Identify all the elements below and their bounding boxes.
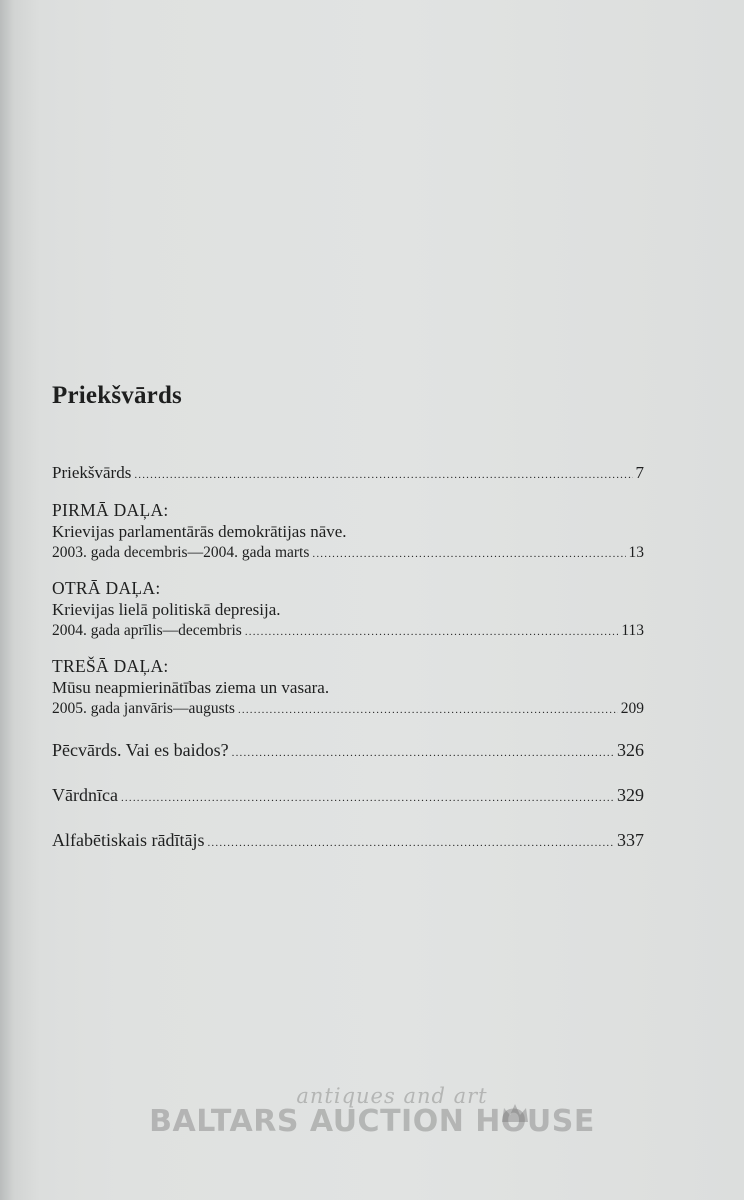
- dot-leader: [134, 464, 632, 486]
- toc-entry-dates: 2005. gada janvāris—augusts: [52, 700, 235, 717]
- toc-entry-title: Priekšvārds: [52, 463, 132, 482]
- table-of-contents: [52, 462, 644, 855]
- part-label: PIRMĀ DAĻA:: [52, 500, 169, 520]
- part-label: OTRĀ DAĻA:: [52, 578, 161, 598]
- watermark: [0, 1084, 744, 1139]
- watermark-tagline: antiques and art: [296, 1084, 488, 1108]
- dot-leader: [121, 786, 614, 810]
- part-title: Krievijas lielā politiskā depresija.: [52, 600, 281, 619]
- toc-entry-afterword: [52, 738, 644, 765]
- dot-leader: [232, 741, 614, 765]
- toc-page-number: 209: [620, 700, 644, 717]
- toc-entry-index: [52, 828, 644, 855]
- toc-entry-dates: 2003. gada decembris—2004. gada marts: [52, 544, 310, 561]
- dot-leader: [245, 622, 618, 642]
- part-title: Krievijas parlamentārās demokrātijas nāve.: [52, 522, 347, 541]
- dot-leader: [207, 831, 614, 855]
- toc-page-number: 113: [621, 622, 644, 639]
- dot-leader: [238, 700, 618, 720]
- watermark-brand: BALTARS AUCTION HOUSE: [149, 1104, 595, 1139]
- part-label: TREŠĀ DAĻA:: [52, 656, 169, 676]
- toc-entry-dates: 2004. gada aprīlis—decembris: [52, 622, 242, 639]
- toc-entry-part3: [52, 699, 644, 720]
- toc-page-number: 7: [635, 463, 644, 482]
- toc-page-number: 337: [617, 830, 644, 850]
- toc-entry-foreword: [52, 462, 644, 486]
- toc-entry-part1: [52, 543, 644, 564]
- part-title: Mūsu neapmierinātības ziema un vasara.: [52, 678, 330, 697]
- toc-entry-title: Vārdnīca: [52, 785, 118, 805]
- toc-page-number: 326: [617, 740, 644, 760]
- page-heading: Priekšvārds: [52, 382, 182, 409]
- toc-entry-part2: [52, 621, 644, 642]
- toc-entry-glossary: [52, 783, 644, 810]
- toc-page-number: 13: [628, 544, 644, 561]
- toc-entry-title: Pēcvārds. Vai es baidos?: [52, 740, 229, 760]
- dot-leader: [312, 544, 625, 564]
- toc-entry-title: Alfabētiskais rādītājs: [52, 830, 205, 850]
- toc-page-number: 329: [617, 785, 644, 805]
